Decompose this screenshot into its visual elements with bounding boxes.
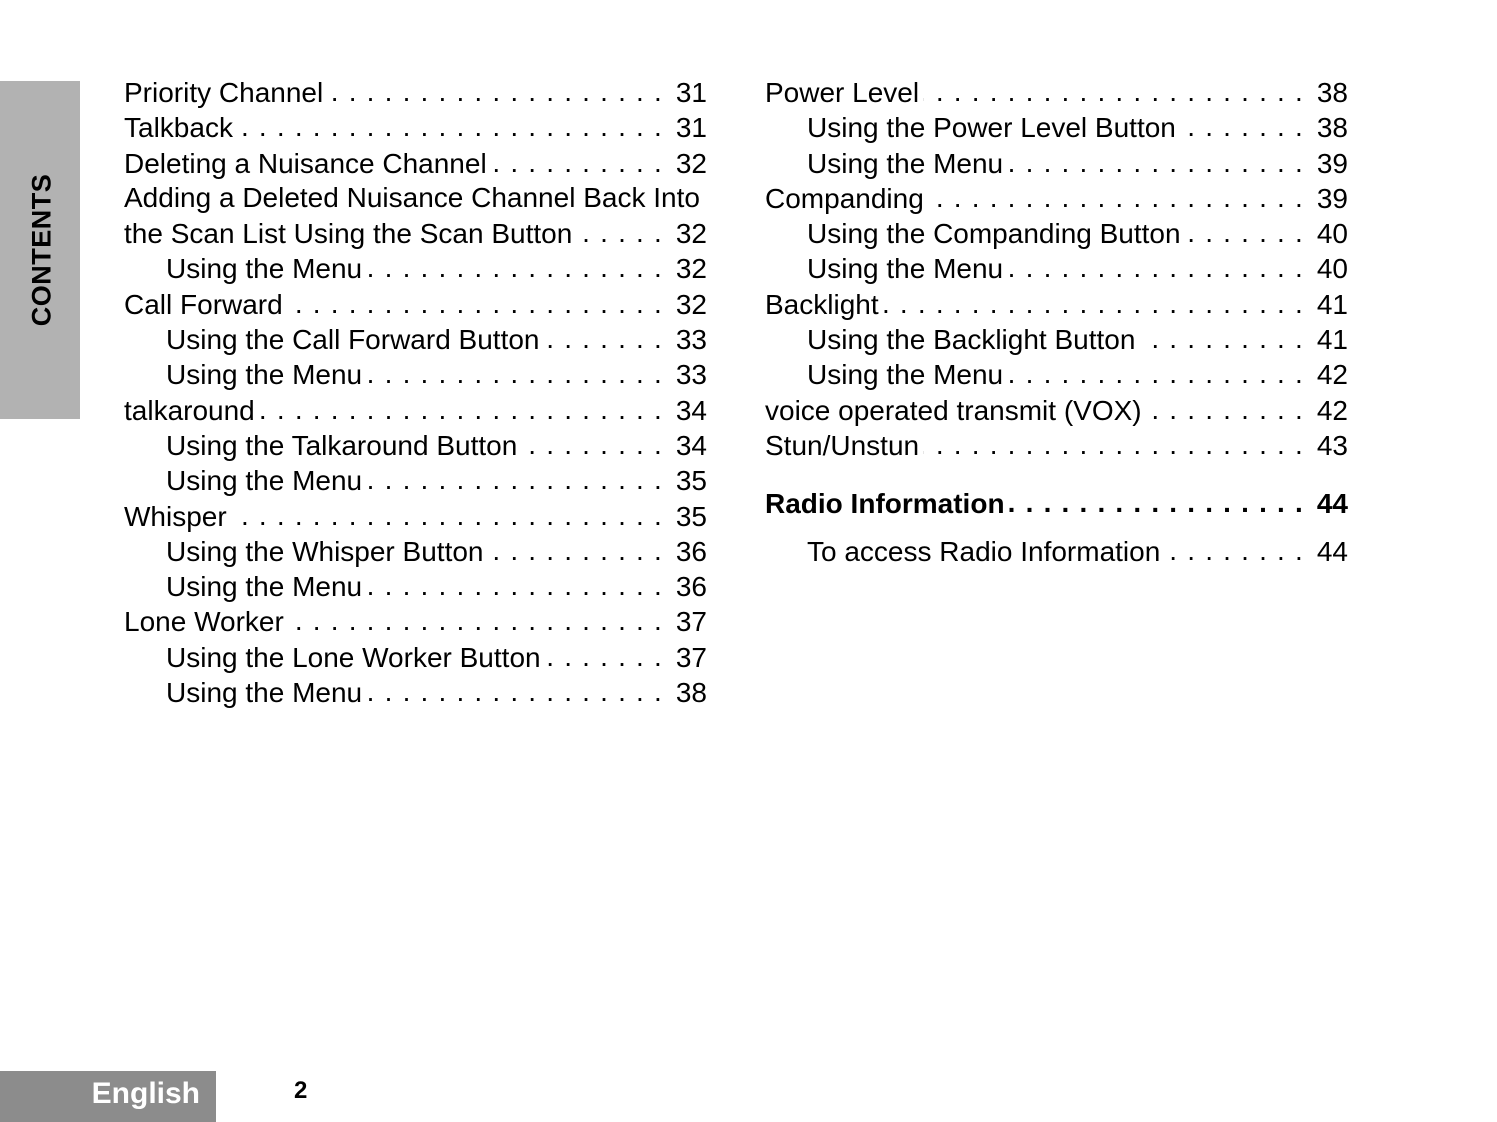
toc-dot-leader xyxy=(366,674,663,702)
toc-entry-page: 43 xyxy=(1316,429,1348,461)
toc-entry[interactable] xyxy=(765,427,1348,462)
toc-subentry[interactable] xyxy=(124,250,707,285)
toc-entry-page: 32 xyxy=(675,218,707,250)
toc-subentry[interactable] xyxy=(765,215,1348,250)
toc-dot-leader xyxy=(366,462,663,490)
toc-entry[interactable] xyxy=(124,109,707,144)
toc-right-column xyxy=(765,74,1348,568)
toc-dot-leader xyxy=(1009,485,1304,513)
toc-entry-title: Call Forward xyxy=(124,288,283,320)
toc-dot-leader xyxy=(1180,109,1304,137)
toc-entry-page: 38 xyxy=(1316,77,1348,108)
toc-entry[interactable] xyxy=(124,74,707,109)
toc-entry[interactable] xyxy=(124,180,707,215)
toc-entry-title: Using the Talkaround Button xyxy=(166,429,518,461)
toc-entry-title: Talkback xyxy=(124,112,233,144)
toc-entry-title: Using the Menu xyxy=(807,147,1004,179)
toc-entry-title: talkaround xyxy=(124,394,255,426)
language-tab xyxy=(0,1071,216,1122)
toc-entry-title: Companding xyxy=(765,182,924,214)
toc-entry-page: 41 xyxy=(1316,288,1348,320)
toc-entry[interactable] xyxy=(765,180,1348,215)
toc-entry-page: 31 xyxy=(675,77,707,108)
toc-entry-page: 35 xyxy=(675,500,707,532)
toc-entry-title: Backlight xyxy=(765,288,879,320)
toc-dot-leader xyxy=(366,568,663,596)
toc-entry[interactable] xyxy=(765,392,1348,427)
toc-subentry[interactable] xyxy=(124,568,707,603)
toc-entry-title: Using the Lone Worker Button xyxy=(166,641,541,673)
toc-dot-leader xyxy=(488,533,664,561)
toc-dot-leader xyxy=(521,427,663,455)
toc-entry-title: Using the Backlight Button xyxy=(807,324,1136,356)
toc-entry-title: Priority Channel xyxy=(124,77,324,108)
toc-dot-leader xyxy=(1139,321,1304,349)
toc-subentry[interactable] xyxy=(124,674,707,709)
toc-dot-leader xyxy=(1185,215,1304,243)
toc-entry-page: 36 xyxy=(675,571,707,603)
toc-entry[interactable] xyxy=(124,603,707,638)
toc-entry[interactable] xyxy=(765,286,1348,321)
toc-entry-title: the Scan List Using the Scan Button xyxy=(124,218,573,250)
toc-entry-page: 44 xyxy=(1316,535,1348,567)
toc-section-title: Radio Information xyxy=(765,488,1005,520)
toc-entry-page: 39 xyxy=(1316,147,1348,179)
toc-entry-title: Using the Menu xyxy=(166,359,363,391)
toc-dot-leader xyxy=(883,286,1304,314)
toc-entry-title: Deleting a Nuisance Channel xyxy=(124,147,487,179)
toc-entry-title: Using the Power Level Button xyxy=(807,112,1176,144)
toc-entry-title: Using the Menu xyxy=(166,677,363,709)
toc-entry[interactable] xyxy=(765,74,1348,109)
toc-entry-title: voice operated transmit (VOX) xyxy=(765,394,1142,426)
toc-entry[interactable] xyxy=(124,498,707,533)
toc-dot-leader xyxy=(923,74,1304,102)
toc-entry-page: 38 xyxy=(675,677,707,709)
toc-entry[interactable] xyxy=(124,145,707,180)
toc-dot-leader xyxy=(923,427,1304,455)
toc-dot-leader xyxy=(288,603,663,631)
toc-dot-leader xyxy=(1146,392,1304,420)
toc-dot-leader xyxy=(1164,533,1304,561)
toc-subentry[interactable] xyxy=(124,427,707,462)
toc-entry-title: Using the Companding Button xyxy=(807,218,1181,250)
toc-entry-page: 33 xyxy=(675,359,707,391)
toc-dot-leader xyxy=(259,392,663,420)
toc-dot-leader xyxy=(237,109,663,137)
toc-entry-title: Using the Menu xyxy=(807,359,1004,391)
page-number: 2 xyxy=(294,1077,308,1104)
toc-subentry[interactable] xyxy=(124,533,707,568)
toc-dot-leader xyxy=(576,215,663,243)
toc-left-column xyxy=(124,74,707,709)
toc-entry-page: 31 xyxy=(675,112,707,144)
toc-entry-page: 32 xyxy=(675,288,707,320)
toc-entry[interactable] xyxy=(124,392,707,427)
toc-subentry[interactable] xyxy=(765,109,1348,144)
language-label: English xyxy=(91,1077,200,1110)
toc-dot-leader xyxy=(366,356,663,384)
toc-section-page: 44 xyxy=(1316,488,1348,520)
toc-dot-leader xyxy=(1007,356,1304,384)
toc-entry-title: Using the Call Forward Button xyxy=(166,324,540,356)
toc-entry-page: 32 xyxy=(675,253,707,285)
toc-subentry[interactable] xyxy=(124,321,707,356)
toc-entry-title: Power Level xyxy=(765,77,920,108)
toc-subentry[interactable] xyxy=(124,462,707,497)
toc-entry-title: Using the Menu xyxy=(166,571,363,603)
toc-section-heading[interactable] xyxy=(765,485,1348,520)
toc-dot-leader xyxy=(1007,250,1304,278)
toc-entry-page: 33 xyxy=(675,324,707,356)
toc-subentry[interactable] xyxy=(765,250,1348,285)
toc-entry-title: To access Radio Information xyxy=(807,535,1161,567)
toc-entry-page: 40 xyxy=(1316,253,1348,285)
toc-dot-leader xyxy=(366,250,663,278)
toc-entry-page: 42 xyxy=(1316,394,1348,426)
toc-subentry[interactable] xyxy=(124,639,707,674)
toc-entry-page: 36 xyxy=(675,535,707,567)
toc-entry-title: Using the Menu xyxy=(807,253,1004,285)
toc-entry-page: 37 xyxy=(675,606,707,638)
contents-side-tab-label: CONTENTS xyxy=(26,173,57,327)
toc-dot-leader xyxy=(327,74,663,102)
toc-entry-title: Lone Worker xyxy=(124,606,284,638)
toc-entry-title: Using the Menu xyxy=(166,253,363,285)
toc-entry-title: Using the Menu xyxy=(166,465,363,497)
toc-subentry[interactable] xyxy=(765,356,1348,391)
toc-dot-leader xyxy=(491,145,663,173)
toc-subentry[interactable] xyxy=(765,145,1348,180)
toc-entry[interactable] xyxy=(124,215,707,250)
toc-entry-page: 39 xyxy=(1316,182,1348,214)
toc-entry-page: 40 xyxy=(1316,218,1348,250)
toc-entry-page: 38 xyxy=(1316,112,1348,144)
toc-dot-leader xyxy=(544,321,663,349)
toc-subentry[interactable] xyxy=(765,533,1348,568)
toc-entry[interactable] xyxy=(124,286,707,321)
toc-entry-title: Stun/Unstun xyxy=(765,429,920,461)
toc-entry-title: Using the Whisper Button xyxy=(166,535,484,567)
toc-entry-title: Adding a Deleted Nuisance Channel Back Into xyxy=(124,181,700,213)
toc-entry-page: 35 xyxy=(675,465,707,497)
toc-entry-page: 42 xyxy=(1316,359,1348,391)
toc-entry-page: 34 xyxy=(675,394,707,426)
toc-subentry[interactable] xyxy=(765,321,1348,356)
toc-entry-page: 37 xyxy=(675,641,707,673)
toc-dot-leader xyxy=(231,498,663,526)
toc-subentry[interactable] xyxy=(124,356,707,391)
toc-entry-page: 32 xyxy=(675,147,707,179)
toc-entry-title: Whisper xyxy=(124,500,227,532)
toc-entry-page: 34 xyxy=(675,429,707,461)
toc-dot-leader xyxy=(287,286,663,314)
toc-dot-leader xyxy=(1007,145,1304,173)
toc-dot-leader xyxy=(928,180,1304,208)
toc-dot-leader xyxy=(545,639,663,667)
toc-entry-page: 41 xyxy=(1316,324,1348,356)
